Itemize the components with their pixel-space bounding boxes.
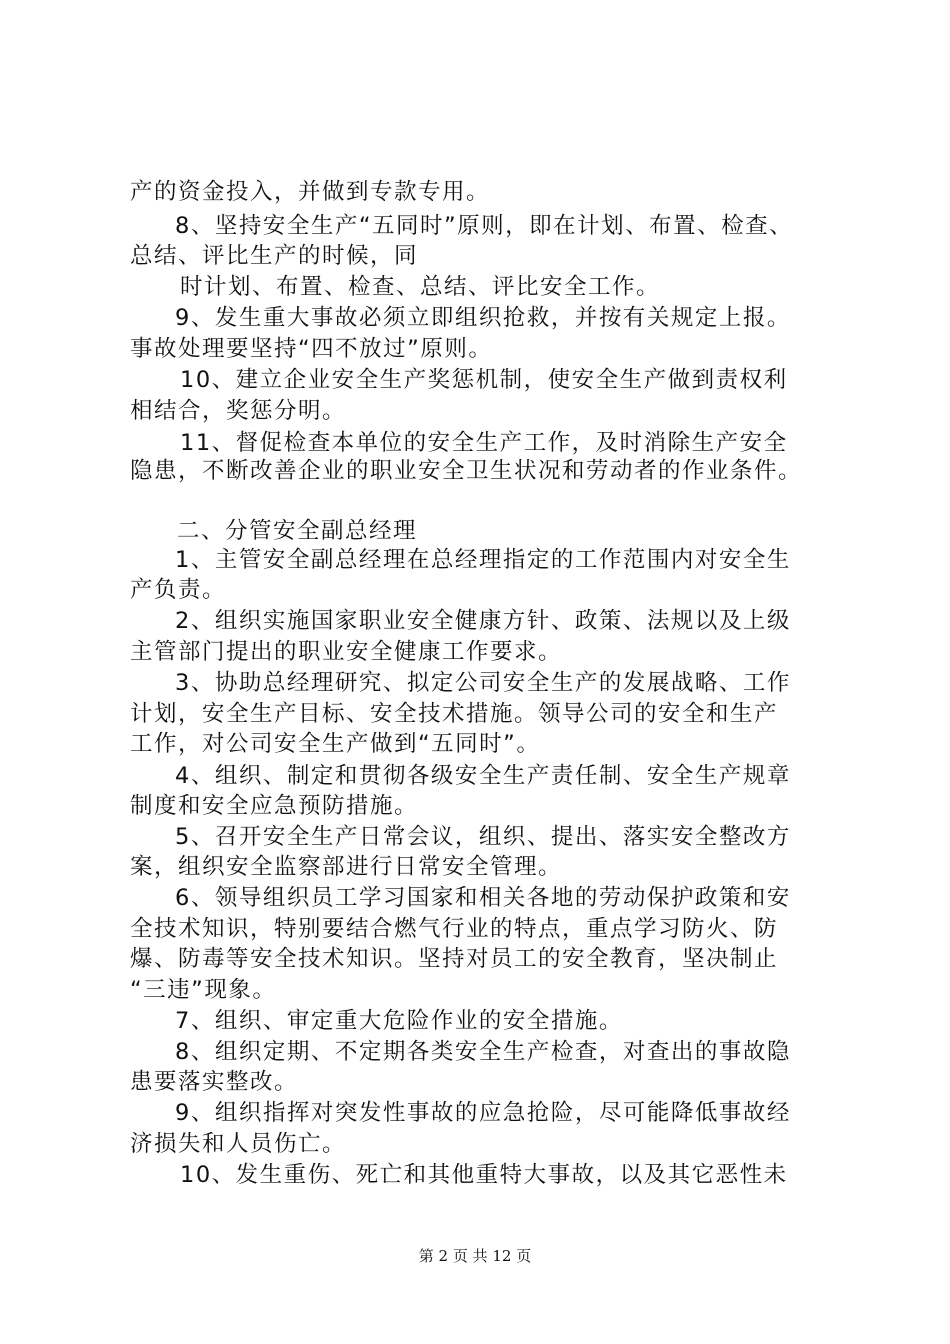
text-line: 5、召开安全生产日常会议，组织、提出、落实安全整改方	[175, 824, 791, 850]
text-line: 产的资金投入，并做到专款专用。	[130, 179, 491, 205]
text-line: 10、发生重伤、死亡和其他重特大事故，以及其它恶性未	[180, 1162, 788, 1188]
text-line: 1、主管安全副总经理在总经理指定的工作范围内对安全生	[175, 547, 791, 573]
text-line: 4、组织、制定和贯彻各级安全生产责任制、安全生产规章	[175, 763, 791, 789]
text-line: 总结、评比生产的时候，同	[130, 243, 419, 269]
text-line: 3、协助总经理研究、拟定公司安全生产的发展战略、工作	[175, 670, 791, 696]
text-line: 产负责。	[130, 577, 227, 603]
text-line: 2、组织实施国家职业安全健康方针、政策、法规以及上级	[175, 608, 791, 634]
text-line: 11、督促检查本单位的安全生产工作，及时消除生产安全	[180, 430, 788, 456]
text-line: 相结合，奖惩分明。	[130, 398, 347, 424]
text-line: 制度和安全应急预防措施。	[130, 793, 419, 819]
text-line: 案，组织安全监察部进行日常安全管理。	[130, 854, 563, 880]
text-line: “三违”现象。	[130, 977, 277, 1003]
text-line: 爆、防毒等安全技术知识。坚持对员工的安全教育，坚决制止	[130, 946, 779, 972]
text-line: 主管部门提出的职业安全健康工作要求。	[130, 639, 563, 665]
text-line: 计划，安全生产目标、安全技术措施。领导公司的安全和生产	[130, 701, 779, 727]
text-line: 9、组织指挥对突发性事故的应急抢险，尽可能降低事故经	[175, 1100, 791, 1126]
text-line: 8、坚持安全生产“五同时”原则，即在计划、布置、检查、	[175, 213, 794, 239]
text-line: 隐患，不断改善企业的职业安全卫生状况和劳动者的作业条件。	[130, 458, 803, 484]
text-line: 事故处理要坚持“四不放过”原则。	[130, 336, 493, 362]
section-heading: 二、分管安全副总经理	[177, 518, 418, 544]
text-line: 8、组织定期、不定期各类安全生产检查，对查出的事故隐	[175, 1039, 791, 1065]
text-line: 济损失和人员伤亡。	[130, 1131, 347, 1157]
text-line: 患要落实整改。	[130, 1069, 299, 1095]
text-line: 工作，对公司安全生产做到“五同时”。	[130, 731, 541, 757]
text-line: 全技术知识，特别要结合燃气行业的特点，重点学习防火、防	[130, 916, 779, 942]
text-line: 9、发生重大事故必须立即组织抢救，并按有关规定上报。	[175, 305, 791, 331]
page-number-footer: 第 2 页 共 12 页	[418, 1247, 532, 1265]
text-line: 时计划、布置、检查、总结、评比安全工作。	[180, 274, 661, 300]
text-line: 10、建立企业安全生产奖惩机制，使安全生产做到责权利	[180, 367, 788, 393]
text-line: 7、组织、审定重大危险作业的安全措施。	[175, 1008, 623, 1034]
text-line: 6、领导组织员工学习国家和相关各地的劳动保护政策和安	[175, 885, 791, 911]
